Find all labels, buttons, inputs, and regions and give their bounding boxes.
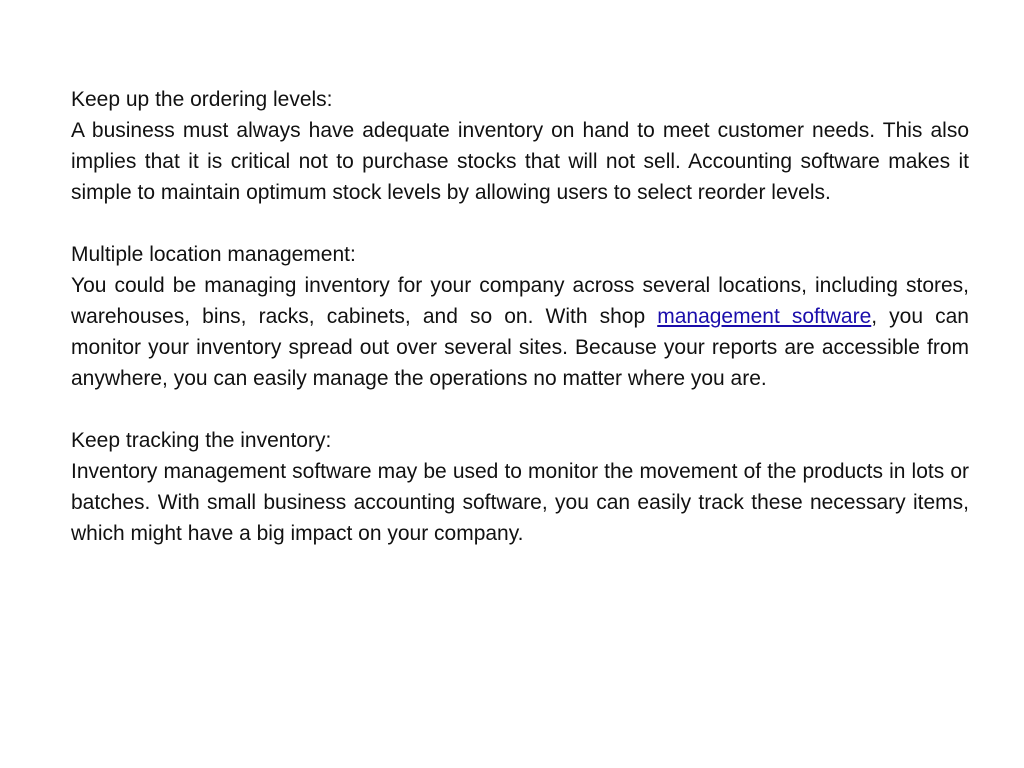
section-body (71, 270, 969, 394)
section-heading: Keep tracking the inventory: (71, 429, 332, 452)
body-text-after-link: , you can monitor your inventory spread out over several sites. Because your reports are accessible from anywhere, you can easily manage the operations no matter where you are. (71, 305, 969, 390)
section-body: Inventory management software may be used to monitor the movement of the products in lots or batches. With small business accounting software, you can easily track these necessary items, which might have a big impact on your company. (71, 460, 969, 545)
management-software-link[interactable]: management software (657, 305, 872, 328)
section-body: A business must always have adequate inventory on hand to meet customer needs. This also implies that it is critical not to purchase stocks that will not sell. Accounting software makes it simple to maintain optimum stock levels by allowing users to select reorder levels. (71, 119, 969, 204)
section-keep-tracking (71, 425, 969, 549)
section-heading: Keep up the ordering levels: (71, 88, 333, 111)
body-text-before-link: You could be managing inventory for your company across several locations, including stores, warehouses, bins, racks, cabinets, and so on. With shop (71, 274, 969, 328)
section-heading: Multiple location management: (71, 243, 356, 266)
section-ordering-levels (71, 84, 969, 208)
section-multiple-location (71, 239, 969, 394)
slide-content (71, 84, 969, 580)
